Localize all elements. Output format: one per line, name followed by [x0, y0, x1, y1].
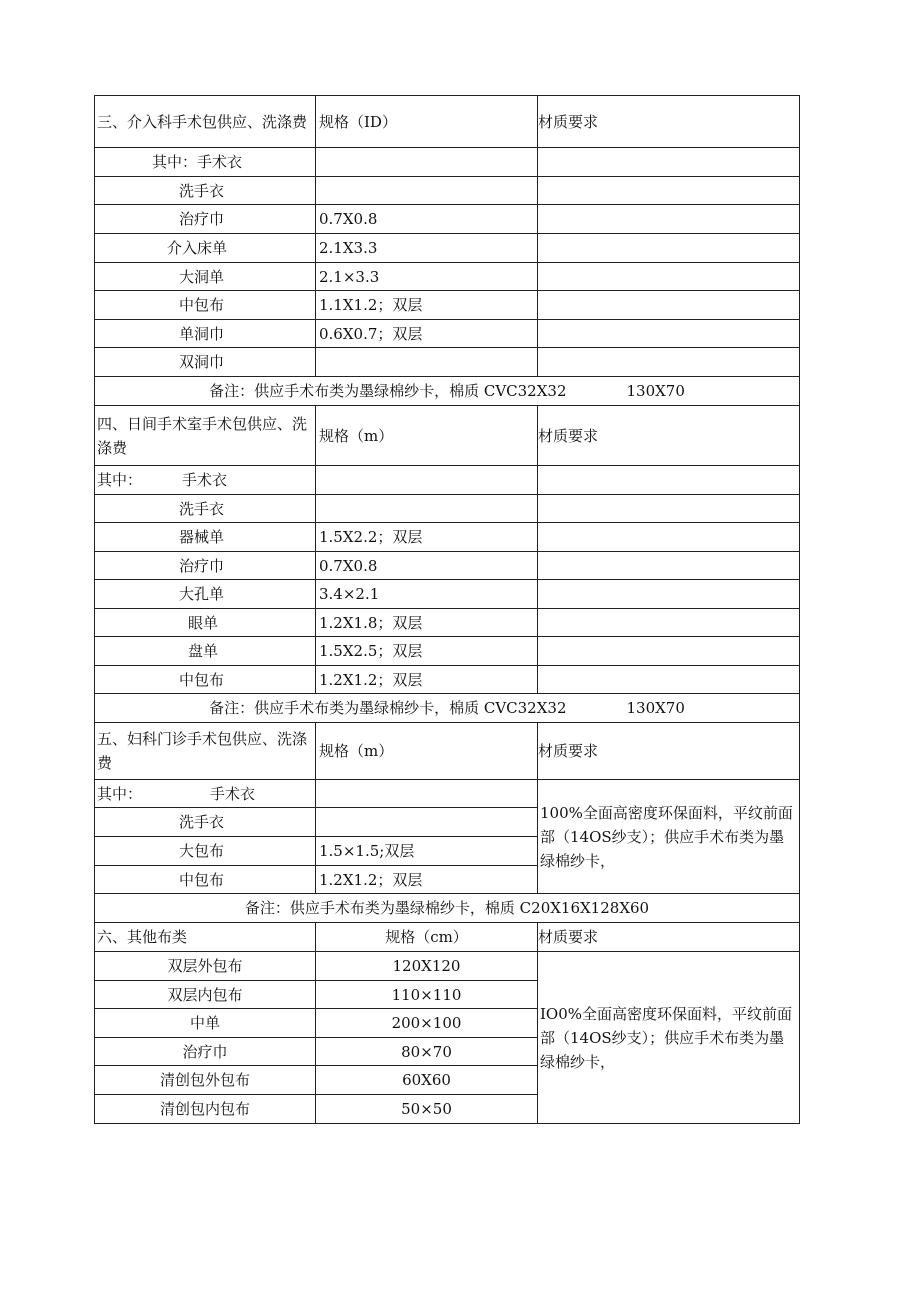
item-name: 双层外包布	[95, 952, 316, 981]
item-name: 清创包内包布	[95, 1095, 316, 1124]
item-spec: 0.6X0.7；双层	[316, 320, 538, 348]
spec-header: 规格（cm）	[316, 923, 538, 952]
table-row	[95, 523, 800, 552]
item-spec: 2.1×3.3	[316, 263, 538, 291]
item-name	[95, 780, 316, 808]
item-spec	[316, 177, 538, 205]
table-row	[95, 348, 800, 377]
section-title: 四、日间手术室手术包供应、洗涤费	[95, 406, 316, 466]
item-name: 介入床单	[95, 234, 316, 263]
note-text: 备注：供应手术布类为墨绿棉纱卡，棉质 CVC32X32	[209, 699, 567, 717]
spec-header: 规格（ID）	[316, 96, 538, 148]
item-name: 盘单	[95, 637, 316, 666]
item-name: 洗手衣	[95, 177, 316, 205]
item-spec: 60X60	[316, 1066, 538, 1095]
material-cell	[538, 466, 800, 495]
item-spec	[316, 808, 538, 837]
note-cell	[95, 377, 800, 406]
item-spec: 1.1X1.2；双层	[316, 291, 538, 320]
material-cell	[538, 148, 800, 177]
item-name: 眼单	[95, 609, 316, 637]
item-name: 中包布	[95, 666, 316, 694]
item-name: 洗手衣	[95, 495, 316, 523]
item-name: 中包布	[95, 291, 316, 320]
material-cell	[538, 552, 800, 580]
item-name: 其中：手术衣	[95, 148, 316, 177]
item-name: 清创包外包布	[95, 1066, 316, 1095]
table-row	[95, 466, 800, 495]
item-spec	[316, 466, 538, 495]
section-title: 三、介入科手术包供应、洗涤费	[95, 96, 316, 148]
material-cell	[538, 291, 800, 320]
material-cell	[538, 666, 800, 694]
note-row	[95, 894, 800, 923]
item-spec: 1.5×1.5;双层	[316, 837, 538, 866]
item-name: 双层内包布	[95, 981, 316, 1009]
item-name: 大孔单	[95, 580, 316, 609]
table-row	[95, 952, 800, 981]
material-cell	[538, 580, 800, 609]
item-spec	[316, 495, 538, 523]
material-cell	[538, 263, 800, 291]
item-name: 器械单	[95, 523, 316, 552]
section-header-row	[95, 406, 800, 466]
section-header-row	[95, 923, 800, 952]
material-text: IO0%全面高密度环保面料，平纹前面部（14OS纱支）；供应手术布类为墨绿棉纱卡，	[538, 952, 800, 1124]
table-row	[95, 291, 800, 320]
material-header: 材质要求	[538, 96, 800, 148]
item-spec: 3.4×2.1	[316, 580, 538, 609]
item-name-text: 手术衣	[210, 784, 256, 803]
item-name: 大洞单	[95, 263, 316, 291]
note-text: 备注：供应手术布类为墨绿棉纱卡，棉质 C20X16X128X60	[95, 894, 800, 923]
item-name: 治疗巾	[95, 552, 316, 580]
material-cell	[538, 234, 800, 263]
item-spec	[316, 148, 538, 177]
item-name: 洗手衣	[95, 808, 316, 837]
item-spec: 1.5X2.5；双层	[316, 637, 538, 666]
items-prefix: 其中：	[97, 471, 143, 489]
supply-spec-table	[94, 95, 800, 1124]
table-row	[95, 609, 800, 637]
table-row	[95, 177, 800, 205]
item-name	[95, 466, 316, 495]
spec-header: 规格（m）	[316, 406, 538, 466]
item-spec	[316, 780, 538, 808]
section-header-row	[95, 723, 800, 780]
section-header-row	[95, 96, 800, 148]
table-row	[95, 320, 800, 348]
material-cell	[538, 320, 800, 348]
spec-header: 规格（m）	[316, 723, 538, 780]
table-row	[95, 263, 800, 291]
item-spec: 200×100	[316, 1009, 538, 1038]
material-header: 材质要求	[538, 923, 800, 952]
item-spec: 1.2X1.2；双层	[316, 666, 538, 694]
section-title: 五、妇科门诊手术包供应、洗涤费	[95, 723, 316, 780]
item-name-text: 手术衣	[182, 471, 228, 489]
item-name: 中单	[95, 1009, 316, 1038]
item-name: 治疗巾	[95, 205, 316, 234]
item-name: 治疗巾	[95, 1038, 316, 1066]
note-extra: 130X70	[626, 382, 685, 400]
table-row	[95, 637, 800, 666]
table-row	[95, 552, 800, 580]
material-cell	[538, 177, 800, 205]
table-row	[95, 666, 800, 694]
table-row	[95, 234, 800, 263]
note-row	[95, 694, 800, 723]
item-spec: 2.1X3.3	[316, 234, 538, 263]
note-row	[95, 377, 800, 406]
material-cell	[538, 523, 800, 552]
table-row	[95, 148, 800, 177]
item-spec: 1.5X2.2；双层	[316, 523, 538, 552]
item-name: 双洞巾	[95, 348, 316, 377]
table-row	[95, 780, 800, 808]
item-spec: 50×50	[316, 1095, 538, 1124]
item-name: 单洞巾	[95, 320, 316, 348]
item-name: 中包布	[95, 866, 316, 894]
material-cell	[538, 348, 800, 377]
note-text: 备注：供应手术布类为墨绿棉纱卡，棉质 CVC32X32	[209, 382, 567, 400]
table-row	[95, 205, 800, 234]
material-cell	[538, 495, 800, 523]
table-row	[95, 580, 800, 609]
items-prefix: 其中：	[97, 784, 143, 803]
item-spec: 0.7X0.8	[316, 552, 538, 580]
item-spec	[316, 348, 538, 377]
item-spec: 80×70	[316, 1038, 538, 1066]
material-cell	[538, 609, 800, 637]
material-cell	[538, 205, 800, 234]
table-row	[95, 495, 800, 523]
item-spec: 1.2X1.2；双层	[316, 866, 538, 894]
item-spec: 120X120	[316, 952, 538, 981]
note-cell	[95, 694, 800, 723]
item-name: 大包布	[95, 837, 316, 866]
material-cell	[538, 637, 800, 666]
item-spec: 110×110	[316, 981, 538, 1009]
note-extra: 130X70	[626, 699, 685, 717]
item-spec: 0.7X0.8	[316, 205, 538, 234]
section-title: 六、其他布类	[95, 923, 316, 952]
material-header: 材质要求	[538, 723, 800, 780]
material-header: 材质要求	[538, 406, 800, 466]
material-text: 100%全面高密度环保面料，平纹前面部（14OS纱支）；供应手术布类为墨绿棉纱卡，	[538, 780, 800, 894]
item-spec: 1.2X1.8；双层	[316, 609, 538, 637]
